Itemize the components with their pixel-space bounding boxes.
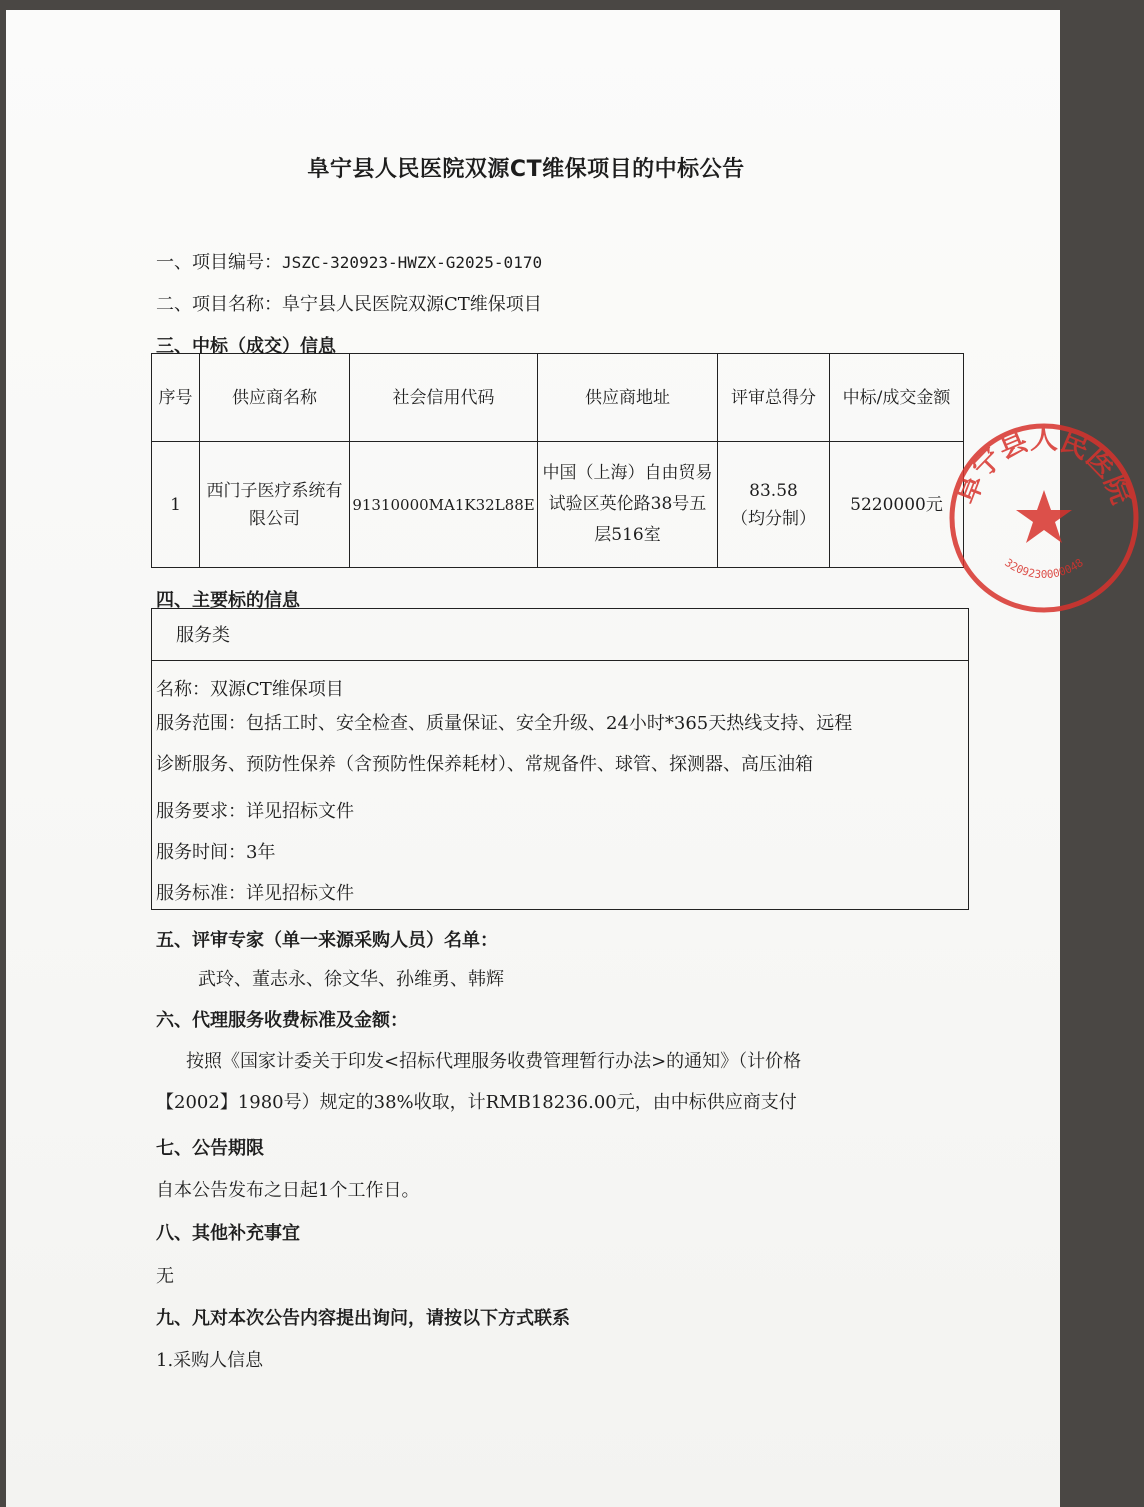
header-score: 评审总得分 xyxy=(718,354,830,442)
cell-score xyxy=(718,442,830,568)
document-page xyxy=(6,10,1139,1507)
header-address: 供应商地址 xyxy=(538,354,718,442)
subject-time: 服务时间：3年 xyxy=(156,842,276,863)
seal-star-icon xyxy=(1016,490,1072,543)
subject-info-box xyxy=(151,608,969,910)
section-experts-heading: 五、评审专家（单一来源采购人员）名单： xyxy=(156,930,498,951)
subject-divider xyxy=(152,660,968,661)
award-table xyxy=(151,353,964,568)
section-subject-heading: 四、主要标的信息 xyxy=(156,590,300,611)
section-contact-heading: 九、凡对本次公告内容提出询问，请按以下方式联系 xyxy=(156,1308,570,1329)
subject-category: 服务类 xyxy=(176,625,230,646)
header-credit-code: 社会信用代码 xyxy=(350,354,538,442)
project-name-label: 二、项目名称： xyxy=(156,294,282,315)
cell-supplier: 西门子医疗系统有限公司 xyxy=(200,442,350,568)
cell-address: 中国（上海）自由贸易试验区英伦路38号五层516室 xyxy=(538,442,718,568)
cell-amount: 5220000元 xyxy=(830,442,964,568)
seal-number-text: 3209230000048 xyxy=(1002,556,1086,582)
subject-standard: 服务标准：详见招标文件 xyxy=(156,883,354,904)
project-number xyxy=(156,248,542,274)
subject-requirement: 服务要求：详见招标文件 xyxy=(156,801,354,822)
header-no: 序号 xyxy=(152,354,200,442)
header-amount: 中标/成交金额 xyxy=(830,354,964,442)
fee-text-line2: 【2002】1980号）规定的38%收取，计RMB18236.00元，由中标供应商支付 xyxy=(156,1092,797,1113)
subject-name: 名称：双源CT维保项目 xyxy=(156,679,344,700)
period-text: 自本公告发布之日起1个工作日。 xyxy=(156,1180,420,1201)
section-period-heading: 七、公告期限 xyxy=(156,1138,264,1159)
official-seal-stamp xyxy=(944,418,1144,618)
project-number-value: JSZC-320923-HWZX-G2025-0170 xyxy=(282,253,543,272)
header-supplier: 供应商名称 xyxy=(200,354,350,442)
table-row xyxy=(152,442,964,568)
section-fee-heading: 六、代理服务收费标准及金额： xyxy=(156,1010,408,1031)
page-title: 阜宁县人民医院双源CT维保项目的中标公告 xyxy=(307,157,745,182)
score-value: 83.58 xyxy=(749,480,798,501)
experts-list: 武玲、董志永、徐文华、孙维勇、韩辉 xyxy=(198,969,504,990)
seal-name-text: 阜宁县人民医院 xyxy=(949,422,1139,509)
score-note: （均分制） xyxy=(731,508,816,529)
section-award-heading: 三、中标（成交）信息 xyxy=(156,336,336,357)
cell-no: 1 xyxy=(152,442,200,568)
subject-scope-line2: 诊断服务、预防性保养（含预防性保养耗材）、常规备件、球管、探测器、高压油箱 xyxy=(156,754,813,775)
project-number-label: 一、项目编号： xyxy=(156,252,282,273)
table-header-row xyxy=(152,354,964,442)
fee-text-line1: 按照《国家计委关于印发<招标代理服务收费管理暂行办法>的通知》（计价格 xyxy=(186,1051,802,1072)
purchaser-info-label: 1.采购人信息 xyxy=(156,1350,264,1371)
subject-scope-line1: 服务范围：包括工时、安全检查、质量保证、安全升级、24小时*365天热线支持、远程 xyxy=(156,713,853,734)
other-text: 无 xyxy=(156,1266,174,1287)
project-name xyxy=(156,290,542,316)
cell-credit-code: 91310000MA1K32L88E xyxy=(350,442,538,568)
project-name-value: 阜宁县人民医院双源CT维保项目 xyxy=(282,294,542,315)
section-other-heading: 八、其他补充事宜 xyxy=(156,1223,300,1244)
